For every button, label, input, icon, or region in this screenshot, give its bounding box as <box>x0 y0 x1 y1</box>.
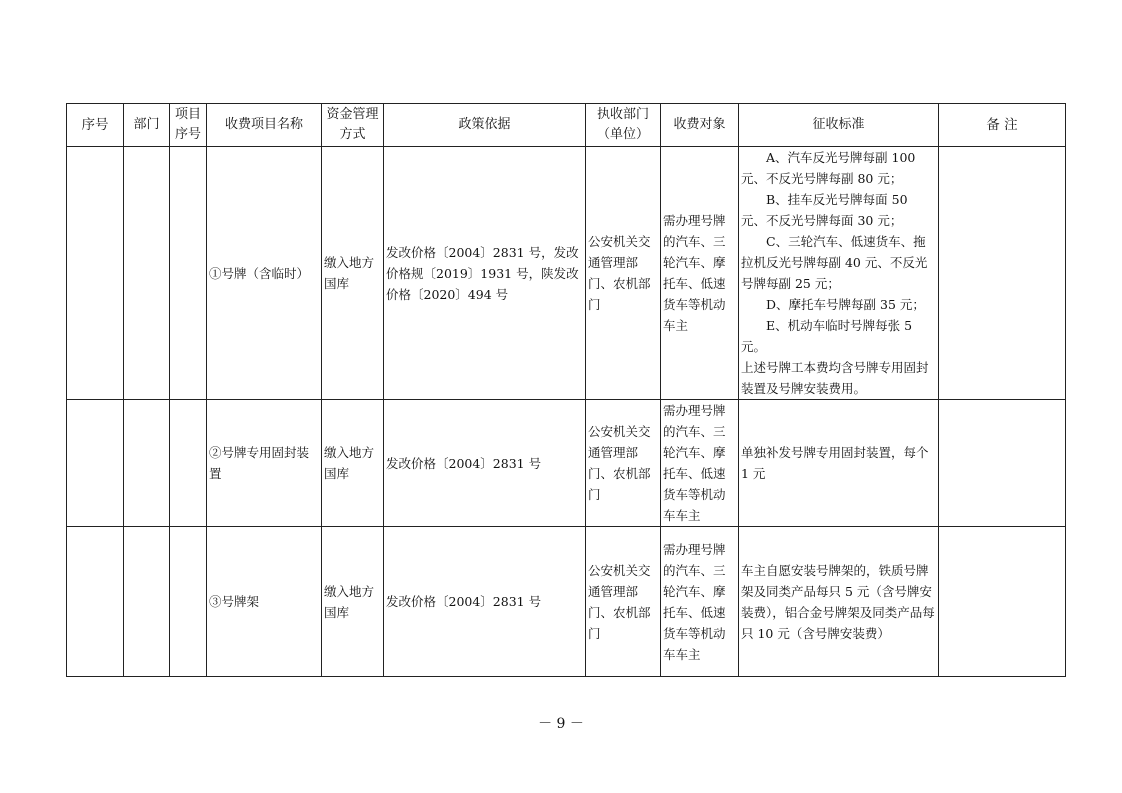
standard-line-note: 上述号牌工本费均含号牌专用固封装置及号牌安装费用。 <box>741 360 929 396</box>
cell-standard <box>739 147 939 400</box>
standard-line-c: C、三轮汽车、低速货车、拖拉机反光号牌每副 40 元、不反光号牌每副 25 元； <box>741 234 928 291</box>
cell-target: 需办理号牌的汽车、三轮汽车、摩托车、低速货车等机动车车主 <box>661 400 739 527</box>
table-row <box>67 400 1066 527</box>
cell-standard: 单独补发号牌专用固封装置，每个 1 元 <box>739 400 939 527</box>
cell-target: 需办理号牌的汽车、三轮汽车、摩托车、低速货车等机动车车主 <box>661 527 739 677</box>
cell-seq <box>67 527 124 677</box>
header-fund-mgmt: 资金管理方式 <box>322 104 384 147</box>
table-row <box>67 527 1066 677</box>
cell-remark <box>939 400 1066 527</box>
cell-dept <box>124 527 170 677</box>
header-target: 收费对象 <box>661 104 739 147</box>
standard-line-a: A、汽车反光号牌每副 100 元、不反光号牌每副 80 元； <box>741 150 916 186</box>
header-item-name: 收费项目名称 <box>207 104 322 147</box>
cell-executor: 公安机关交通管理部门、农机部门 <box>586 147 661 400</box>
fee-table <box>66 103 1066 677</box>
header-remark: 备 注 <box>939 104 1066 147</box>
cell-policy: 发改价格〔2004〕2831 号 <box>384 527 586 677</box>
cell-standard: 车主自愿安装号牌架的，铁质号牌架及同类产品每只 5 元（含号牌安装费），铝合金号牌架及同类产品每只 10 元（含号牌安装费） <box>739 527 939 677</box>
cell-policy: 发改价格〔2004〕2831 号，发改价格规〔2019〕1931 号，陕发改价格〔2020〕494 号 <box>384 147 586 400</box>
cell-dept <box>124 400 170 527</box>
cell-fund-mgmt: 缴入地方国库 <box>322 527 384 677</box>
header-dept: 部门 <box>124 104 170 147</box>
cell-policy: 发改价格〔2004〕2831 号 <box>384 400 586 527</box>
cell-remark <box>939 147 1066 400</box>
cell-fund-mgmt: 缴入地方国库 <box>322 147 384 400</box>
cell-item-seq <box>170 147 207 400</box>
cell-seq <box>67 147 124 400</box>
header-item-seq: 项目序号 <box>170 104 207 147</box>
header-standard: 征收标准 <box>739 104 939 147</box>
header-executor: 执收部门（单位） <box>586 104 661 147</box>
header-policy: 政策依据 <box>384 104 586 147</box>
cell-item-seq <box>170 527 207 677</box>
cell-item-seq <box>170 400 207 527</box>
cell-fund-mgmt: 缴入地方国库 <box>322 400 384 527</box>
page-number: － 9 － <box>538 716 584 732</box>
cell-item-name: ①号牌（含临时） <box>207 147 322 400</box>
cell-seq <box>67 400 124 527</box>
standard-line-d: D、摩托车号牌每副 35 元； <box>766 297 925 312</box>
header-seq: 序号 <box>67 104 124 147</box>
standard-line-b: B、挂车反光号牌每面 50 元、不反光号牌每面 30 元； <box>741 192 908 228</box>
cell-executor: 公安机关交通管理部门、农机部门 <box>586 400 661 527</box>
cell-executor: 公安机关交通管理部门、农机部门 <box>586 527 661 677</box>
cell-item-name: ③号牌架 <box>207 527 322 677</box>
cell-item-name: ②号牌专用固封装置 <box>207 400 322 527</box>
cell-target: 需办理号牌的汽车、三轮汽车、摩托车、低速货车等机动车主 <box>661 147 739 400</box>
table-row <box>67 147 1066 400</box>
standard-line-e: E、机动车临时号牌每张 5 元。 <box>741 318 913 354</box>
table-header-row <box>67 104 1066 147</box>
cell-remark <box>939 527 1066 677</box>
cell-dept <box>124 147 170 400</box>
